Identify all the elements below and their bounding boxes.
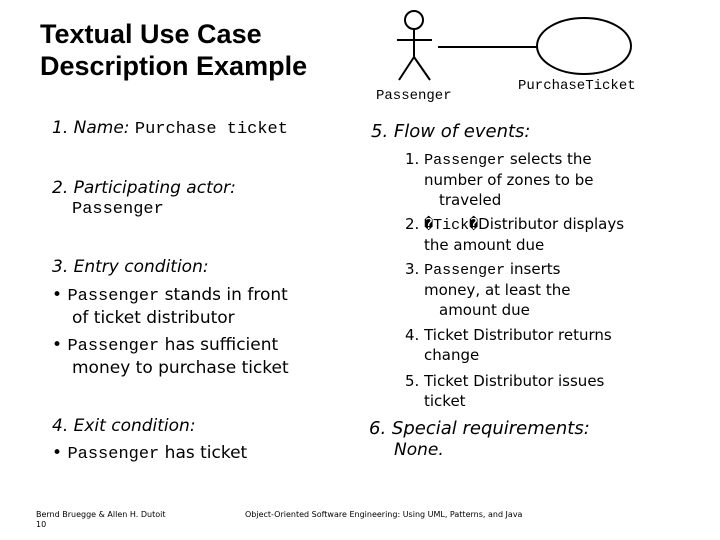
entry-condition-item (52, 284, 288, 308)
actor-ref: Passenger (424, 152, 506, 169)
item-text: stands in front (159, 285, 288, 305)
step-number: 2. (405, 215, 420, 233)
name-label: 1. Name: (52, 118, 130, 138)
footer-page-number: 10 (36, 520, 47, 529)
special-requirements-label: 6. Special requirements: (369, 418, 590, 439)
actor-ref: Passenger (67, 337, 160, 356)
system-ref: �Tick� (424, 217, 479, 234)
actor-ref: Passenger (67, 287, 160, 306)
step-text: selects the (505, 150, 592, 168)
step-text: Ticket Distributor returns (424, 326, 612, 344)
actor-label: Passenger (376, 88, 452, 104)
item-text: has sufficient (159, 335, 279, 355)
entry-condition-item (52, 334, 278, 358)
flow-step-continued: ticket (424, 392, 466, 410)
flow-step (405, 214, 624, 236)
name-section (52, 118, 288, 139)
flow-step-continued: change (424, 346, 480, 364)
item-text: has ticket (159, 443, 248, 463)
footer-book-title: Object-Oriented Software Engineering: Using UML, Patterns, and Java (245, 510, 523, 519)
flow-step-continued: the amount due (424, 236, 545, 254)
flow-step-continued: money, at least the (424, 281, 571, 299)
exit-condition-label: 4. Exit condition: (52, 416, 196, 436)
flow-step-continued: traveled (439, 191, 502, 209)
bullet-marker: • (52, 285, 63, 305)
entry-condition-item-continued: money to purchase ticket (72, 358, 289, 378)
exit-condition-item (52, 442, 247, 466)
step-text: Distributor displays (478, 215, 625, 233)
flow-step (405, 259, 560, 281)
entry-condition-item-continued: of ticket distributor (72, 308, 235, 328)
usecase-label: PurchaseTicket (518, 78, 636, 94)
step-number: 4. (405, 326, 420, 344)
participating-actor-label: 2. Participating actor: (52, 178, 236, 198)
flow-step (405, 371, 604, 391)
actor-ref: Passenger (424, 262, 506, 279)
step-number: 5. (405, 372, 420, 390)
step-text: inserts (505, 260, 561, 278)
entry-condition-label: 3. Entry condition: (52, 257, 209, 277)
step-text: Ticket Distributor issues (424, 372, 605, 390)
flow-step-continued: number of zones to be (424, 171, 594, 189)
bullet-marker: • (52, 335, 63, 355)
actor-icon (397, 11, 432, 80)
flow-step (405, 325, 612, 345)
name-value: Purchase ticket (134, 120, 288, 139)
page-title: Textual Use Case Description Example (40, 19, 308, 81)
participating-actor-value: Passenger (72, 200, 164, 219)
special-requirements-value: None. (394, 440, 444, 460)
step-number: 3. (405, 260, 420, 278)
footer-authors: Bernd Bruegge & Allen H. Dutoit (36, 510, 166, 519)
step-number: 1. (405, 150, 420, 168)
actor-ref: Passenger (67, 445, 160, 464)
usecase-ellipse (537, 18, 631, 74)
flow-step (405, 149, 592, 171)
flow-step-continued: amount due (439, 301, 530, 319)
bullet-marker: • (52, 443, 63, 463)
flow-of-events-label: 5. Flow of events: (371, 121, 531, 142)
